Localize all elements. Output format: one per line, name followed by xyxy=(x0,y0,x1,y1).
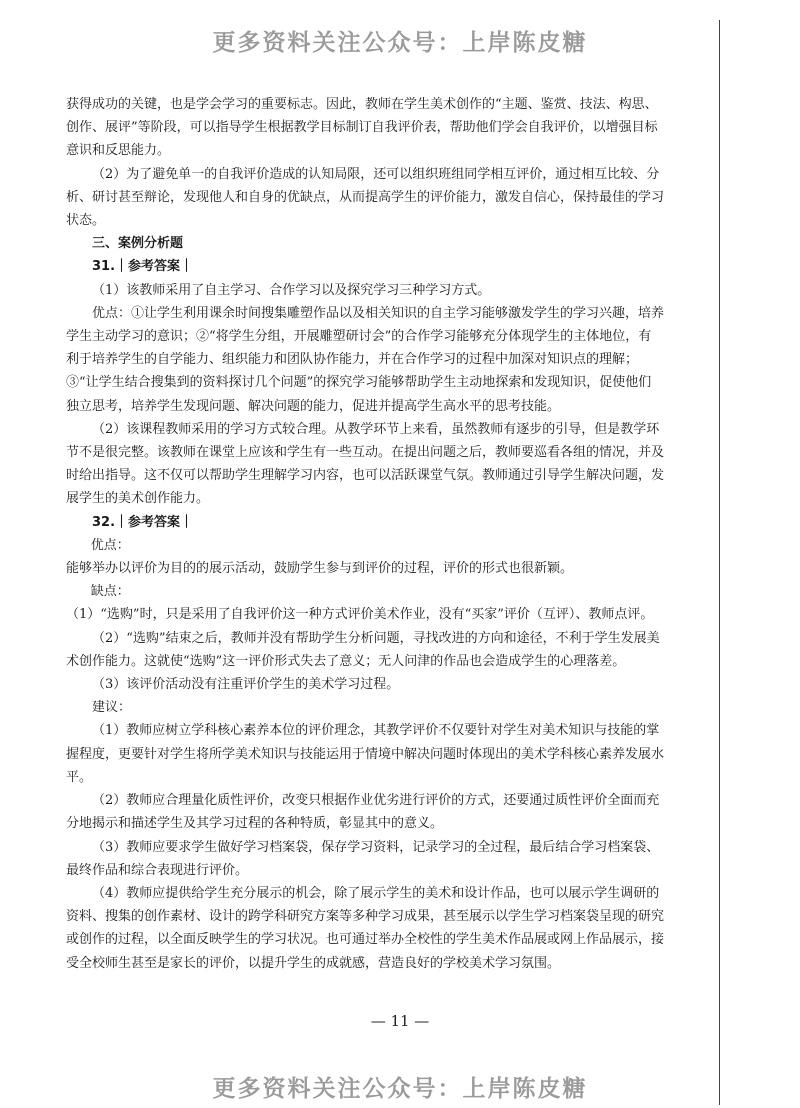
paragraph: （2）教师应合理量化质性评价，改变只根据作业优劣进行评价的方式，还要通过质性评价全面而充分地揭示和描述学生及其学习过程的各种特质，彰显其中的意义。 xyxy=(66,793,660,832)
paragraph: 获得成功的关键，也是学会学习的重要标志。因此，教师在学生美术创作的“主题、鉴赏、技法、构思、创作、展评”等阶段，可以指导学生根据教学目标制订自我评价表，帮助他们学会自我评价，以增强目标意识和反思能力。 xyxy=(66,97,658,159)
section-heading: 三、案例分析题 xyxy=(92,236,184,252)
paragraph: （1）该教师采用了自主学习、合作学习以及探究学习三种学习方式。 xyxy=(92,282,491,298)
paragraph: （1）“选购”时，只是采用了自我评价这一种方式评价美术作业，没有“买家”评价（互评）、教师点评。 xyxy=(66,607,654,623)
document-body xyxy=(66,93,664,975)
label: 优点： xyxy=(90,537,130,553)
label: 建议： xyxy=(92,700,132,716)
page-number: — 11 — xyxy=(370,1012,430,1030)
question-heading: 32.｜参考答案｜ xyxy=(92,514,194,530)
paragraph: （2）该课程教师采用的学习方式较合理。从教学环节上来看，虽然教师有逐步的引导，但是教学环节不是很完整。该教师在课堂上应该和学生有一些互动。在提出问题之后，教师要巡看各组的情况，并及时给出指导。这不仅可以帮助学生理解学习内容，也可以活跃课堂气氛。教师通过引导学生解决问题，发展学生的美术创作能力。 xyxy=(66,421,665,507)
paragraph: （4）教师应提供给学生充分展示的机会，除了展示学生的美术和设计作品，也可以展示学生调研的资料、搜集的创作素材、设计的跨学科研究方案等多种学习成果，甚至展示以学生学习档案袋呈现的研究或创作的过程，以全面反映学生的学习状况。也可通过举办全校性的学生美术作品展或网上作品展示，接受全校师生甚至是家长的评价，以提升学生的成就感，营造良好的学校美术学习氛围。 xyxy=(66,885,665,971)
label: 缺点： xyxy=(90,584,130,600)
paragraph: （3）该评价活动没有注重评价学生的美术学习过程。 xyxy=(92,677,400,693)
paragraph: 能够举办以评价为目的的展示活动，鼓励学生参与到评价的过程，评价的形式也很新颖。 xyxy=(66,561,574,577)
paragraph: （1）教师应树立学科核心素养本位的评价理念，其教学评价不仅要针对学生对美术知识与技能的掌握程度，更要针对学生将所学美术知识与技能运用于情境中解决问题时体现出的美术学科核心素养发展水平。 xyxy=(66,723,665,785)
watermark-top: 更多资料关注公众号：上岸陈皮糖 xyxy=(212,30,588,56)
paragraph: （2）为了避免单一的自我评价造成的认知局限，还可以组织班组同学相互评价，通过相互比较、分析、研讨甚至辩论，发现他人和自身的优缺点，从而提高学生的评价能力，激发自信心，保持最佳的学习状态。 xyxy=(66,166,665,229)
paragraph: 优点：①让学生利用课余时间搜集雕塑作品以及相关知识的自主学习能够激发学生的学习兴趣，培养学生主动学习的意识；②“将学生分组，开展雕塑研讨会”的合作学习能够充分体现学生的主体地位，有利于培养学生的自学能力、组织能力和团队协作能力，并在合作学习的过程中加深对知识点的理解；③“让学生结合搜集到的资料探讨几个问题”的探究学习能够帮助学生主动地探索和发现知识，促使他们独立思考，培养学生发现问题、解决问题的能力，促进并提高学生高水平的思考技能。 xyxy=(66,305,665,414)
page-edge-line xyxy=(719,20,720,1105)
watermark-bottom: 更多资料关注公众号：上岸陈皮糖 xyxy=(212,1076,588,1102)
question-heading: 31.｜参考答案｜ xyxy=(92,259,194,275)
paragraph: （2）“选购”结束之后，教师并没有帮助学生分析问题，寻找改进的方向和途径，不利于学生发展美术创作能力。这就使“选购”这一评价形式失去了意义；无人问津的作品也会造成学生的心理落差。 xyxy=(66,630,660,669)
paragraph: （3）教师应要求学生做好学习档案袋，保存学习资料，记录学习的全过程，最后结合学习档案袋、最终作品和综合表现进行评价。 xyxy=(66,839,660,878)
